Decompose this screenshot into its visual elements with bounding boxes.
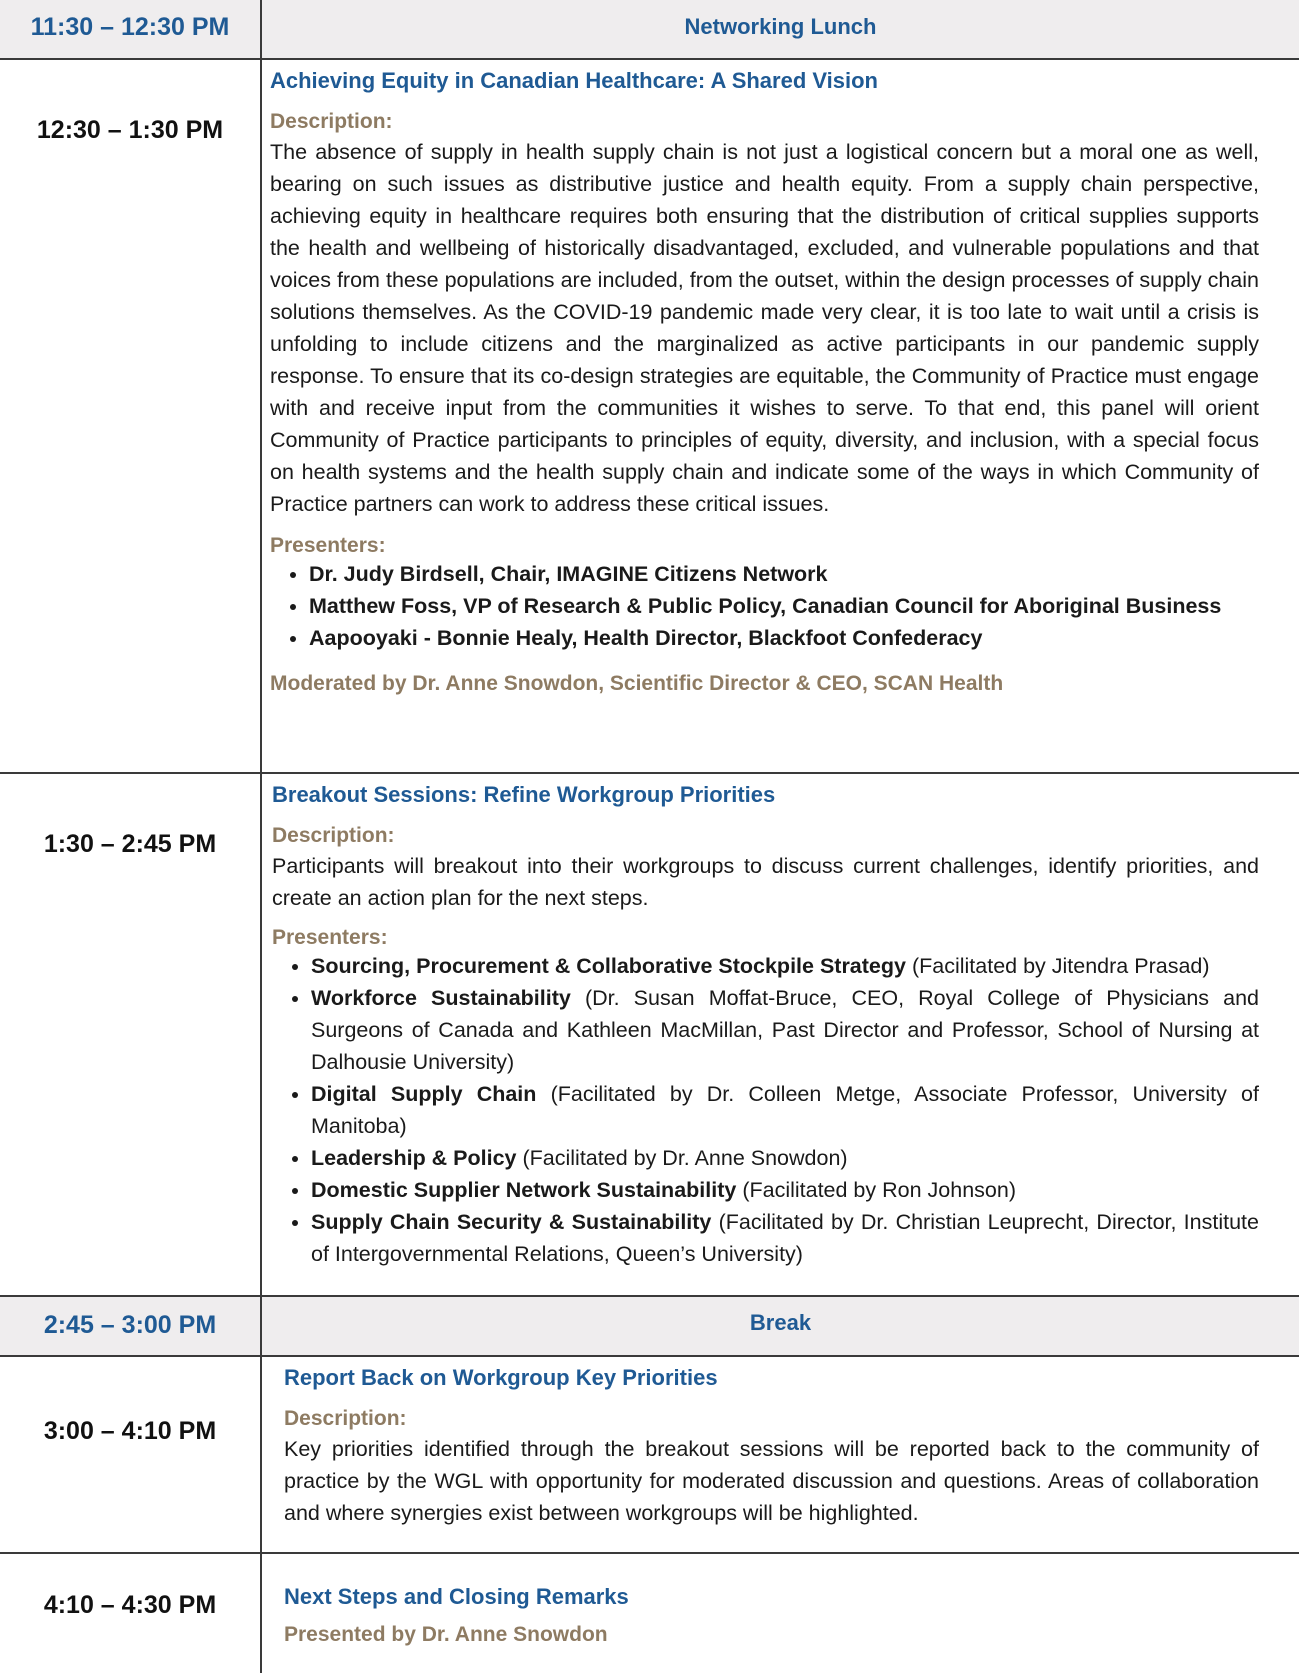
- session-title: Report Back on Workgroup Key Priorities: [284, 1365, 718, 1390]
- description-label: Description:: [272, 824, 395, 847]
- workgroup-name: Digital Supply Chain: [311, 1082, 537, 1106]
- workgroup-item: [311, 950, 1259, 982]
- presenters-label: Presenters:: [272, 926, 388, 949]
- presenter-item: • Dr. Judy Birdsell, Chair, IMAGINE Citizens Network: [309, 558, 1259, 590]
- workgroup-detail: (Facilitated by Dr. Colleen Metge, Associate Professor, University of Manitoba): [311, 1082, 1259, 1138]
- moderator-line: Moderated by Dr. Anne Snowdon, Scientific Director & CEO, SCAN Health: [270, 672, 1004, 695]
- presenter-item: • Aapooyaki - Bonnie Healy, Health Director, Blackfoot Confederacy: [309, 622, 1259, 654]
- session-title: Break: [749, 1310, 812, 1335]
- time-cell: 3:00 – 4:10 PM: [0, 1357, 262, 1552]
- workgroup-item: [311, 1174, 1259, 1206]
- session-title: Breakout Sessions: Refine Workgroup Priorities: [272, 782, 776, 807]
- agenda-row-closing: [0, 1554, 1299, 1673]
- workgroup-name: Supply Chain Security & Sustainability: [311, 1210, 712, 1234]
- time-cell: 1:30 – 2:45 PM: [0, 774, 262, 1295]
- time-cell: 11:30 – 12:30 PM: [0, 0, 262, 58]
- session-description: Participants will breakout into their workgroups to discuss current challenges, identify priorities, and create an action plan for the next steps.: [272, 854, 1259, 910]
- description-label: Description:: [270, 110, 393, 133]
- time-cell: 2:45 – 3:00 PM: [0, 1297, 262, 1355]
- workgroup-detail: (Facilitated by Ron Johnson): [742, 1178, 1016, 1202]
- time-cell: 12:30 – 1:30 PM: [0, 60, 262, 772]
- workgroup-name: Sourcing, Procurement & Collaborative Stockpile Strategy: [311, 954, 906, 978]
- workgroup-item: [311, 1078, 1259, 1142]
- presenters-list: [270, 558, 1259, 654]
- workgroup-detail: (Dr. Susan Moffat-Bruce, CEO, Royal College of Physicians and Surgeons of Canada and Kathleen MacMillan, Past Director and Professor, School of Nursing at Dalhousie University): [311, 986, 1259, 1074]
- presenter-item: • Matthew Foss, VP of Research & Public Policy, Canadian Council for Aboriginal Business: [309, 590, 1259, 622]
- workgroup-name: Leadership & Policy: [311, 1146, 517, 1170]
- session-title: Achieving Equity in Canadian Healthcare: A Shared Vision: [270, 68, 878, 93]
- workgroup-list: [272, 950, 1259, 1270]
- workgroup-item: [311, 1206, 1259, 1270]
- agenda-row-networking-lunch: [0, 0, 1299, 60]
- workgroup-item: [311, 982, 1259, 1078]
- agenda-row-equity-panel: [0, 60, 1299, 774]
- presenter-line: Presented by Dr. Anne Snowdon: [284, 1623, 608, 1646]
- agenda-row-report-back: [0, 1357, 1299, 1554]
- workgroup-detail: (Facilitated by Dr. Anne Snowdon): [522, 1146, 848, 1170]
- workgroup-detail: (Facilitated by Jitendra Prasad): [911, 954, 1210, 978]
- session-title: Next Steps and Closing Remarks: [284, 1584, 629, 1609]
- workgroup-name: Workforce Sustainability: [311, 986, 571, 1010]
- workgroup-detail: (Facilitated by Dr. Christian Leuprecht, Director, Institute of Intergovernmental Relations, Queen’s University): [311, 1210, 1259, 1266]
- workgroup-name: Domestic Supplier Network Sustainability: [311, 1178, 737, 1202]
- description-label: Description:: [284, 1407, 407, 1430]
- workgroup-item: [311, 1142, 1259, 1174]
- session-title: Networking Lunch: [684, 14, 877, 39]
- presenters-label: Presenters:: [270, 534, 386, 557]
- agenda-row-break: [0, 1297, 1299, 1357]
- session-description: The absence of supply in health supply chain is not just a logistical concern but a moral one as well, bearing on such issues as distributive justice and health equity. From a supply chain perspective, achieving equity in healthcare requires both ensuring that the distribution of critical supplies supports the health and wellbeing of historically disadvantaged, excluded, and vulnerable populations and that voices from these populations are included, from the outset, within the design processes of supply chain solutions themselves. As the COVID-19 pandemic made very clear, it is too late to wait until a crisis is unfolding to include citizens and the marginalized as active participants in our pandemic supply response. To ensure that its co-design strategies are equitable, the Community of Practice must engage with and receive input from the communities it wishes to serve. To that end, this panel will orient Community of Practice participants to principles of equity, diversity, and inclusion, with a special focus on health systems and the health supply chain and indicate some of the ways in which Community of Practice partners can work to address these critical issues.: [270, 140, 1259, 516]
- time-cell: 4:10 – 4:30 PM: [0, 1554, 262, 1673]
- agenda-row-breakout-sessions: [0, 774, 1299, 1297]
- session-description: Key priorities identified through the breakout sessions will be reported back to the community of practice by the WGL with opportunity for moderated discussion and questions. Areas of collaboration and where synergies exist between workgroups will be highlighted.: [284, 1437, 1259, 1525]
